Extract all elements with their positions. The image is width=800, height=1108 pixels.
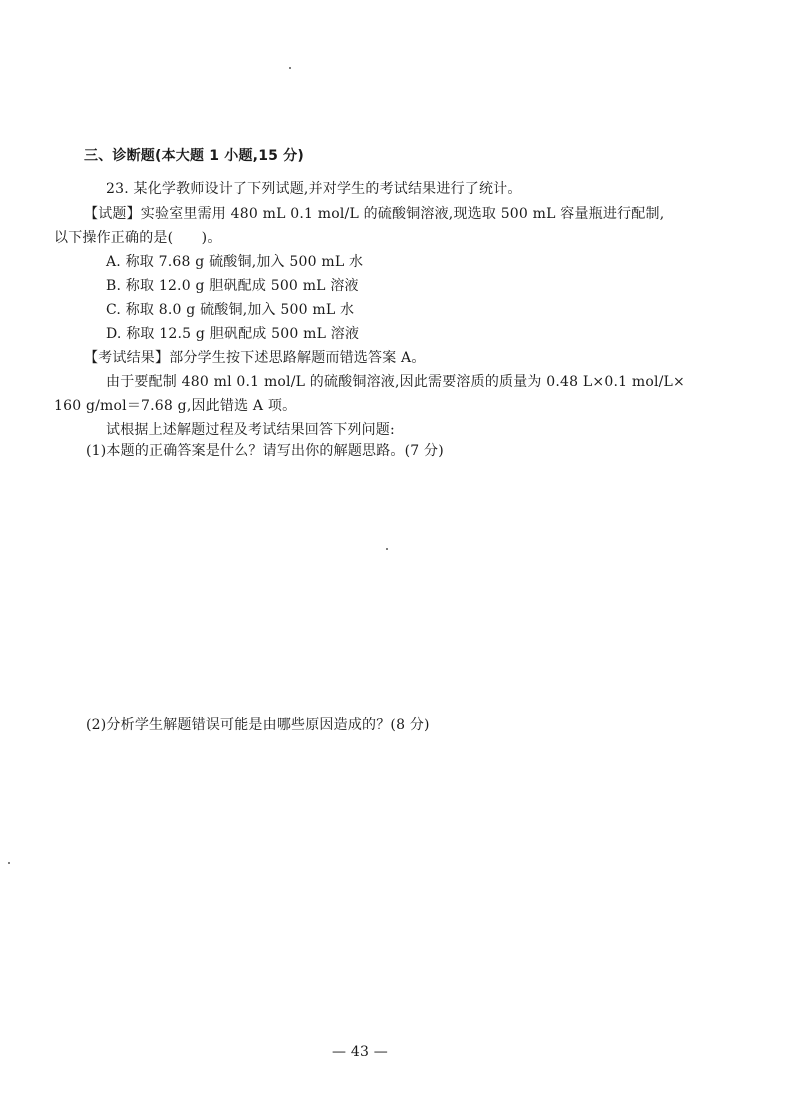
option-b: B. 称取 12.0 g 胆矾配成 500 mL 溶液	[106, 278, 359, 294]
exam-result-line-2: 由于要配制 480 ml 0.1 mol/L 的硫酸铜溶液,因此需要溶质的质量为 0.48 L×0.1 mol/L×	[106, 374, 685, 390]
subquestion-2: (2)分析学生解题错误可能是由哪些原因造成的？(8 分)	[86, 717, 430, 733]
subquestion-1: (1)本题的正确答案是什么？请写出你的解题思路。(7 分)	[86, 443, 444, 459]
option-a: A. 称取 7.68 g 硫酸铜,加入 500 mL 水	[106, 254, 364, 270]
scan-speck	[289, 67, 291, 69]
page-number: — 43 —	[332, 1044, 388, 1060]
exam-result-line-3: 160 g/mol＝7.68 g,因此错选 A 项。	[54, 398, 297, 414]
trial-text-line-1: 【试题】实验室里需用 480 mL 0.1 mol/L 的硫酸铜溶液,现选取 500 mL 容量瓶进行配制,	[84, 206, 665, 222]
section-heading: 三、诊断题(本大题 1 小题,15 分)	[84, 148, 304, 164]
option-d: D. 称取 12.5 g 胆矾配成 500 mL 溶液	[106, 326, 360, 342]
trial-text-line-2: 以下操作正确的是( )。	[54, 230, 222, 246]
exam-result-line-1: 【考试结果】部分学生按下述思路解题而错选答案 A。	[84, 350, 426, 366]
question-intro: 23. 某化学教师设计了下列试题,并对学生的考试结果进行了统计。	[106, 181, 522, 197]
instruction-text: 试根据上述解题过程及考试结果回答下列问题:	[106, 422, 395, 438]
option-c: C. 称取 8.0 g 硫酸铜,加入 500 mL 水	[106, 302, 355, 318]
scan-speck	[8, 862, 10, 864]
scan-speck	[386, 548, 388, 550]
